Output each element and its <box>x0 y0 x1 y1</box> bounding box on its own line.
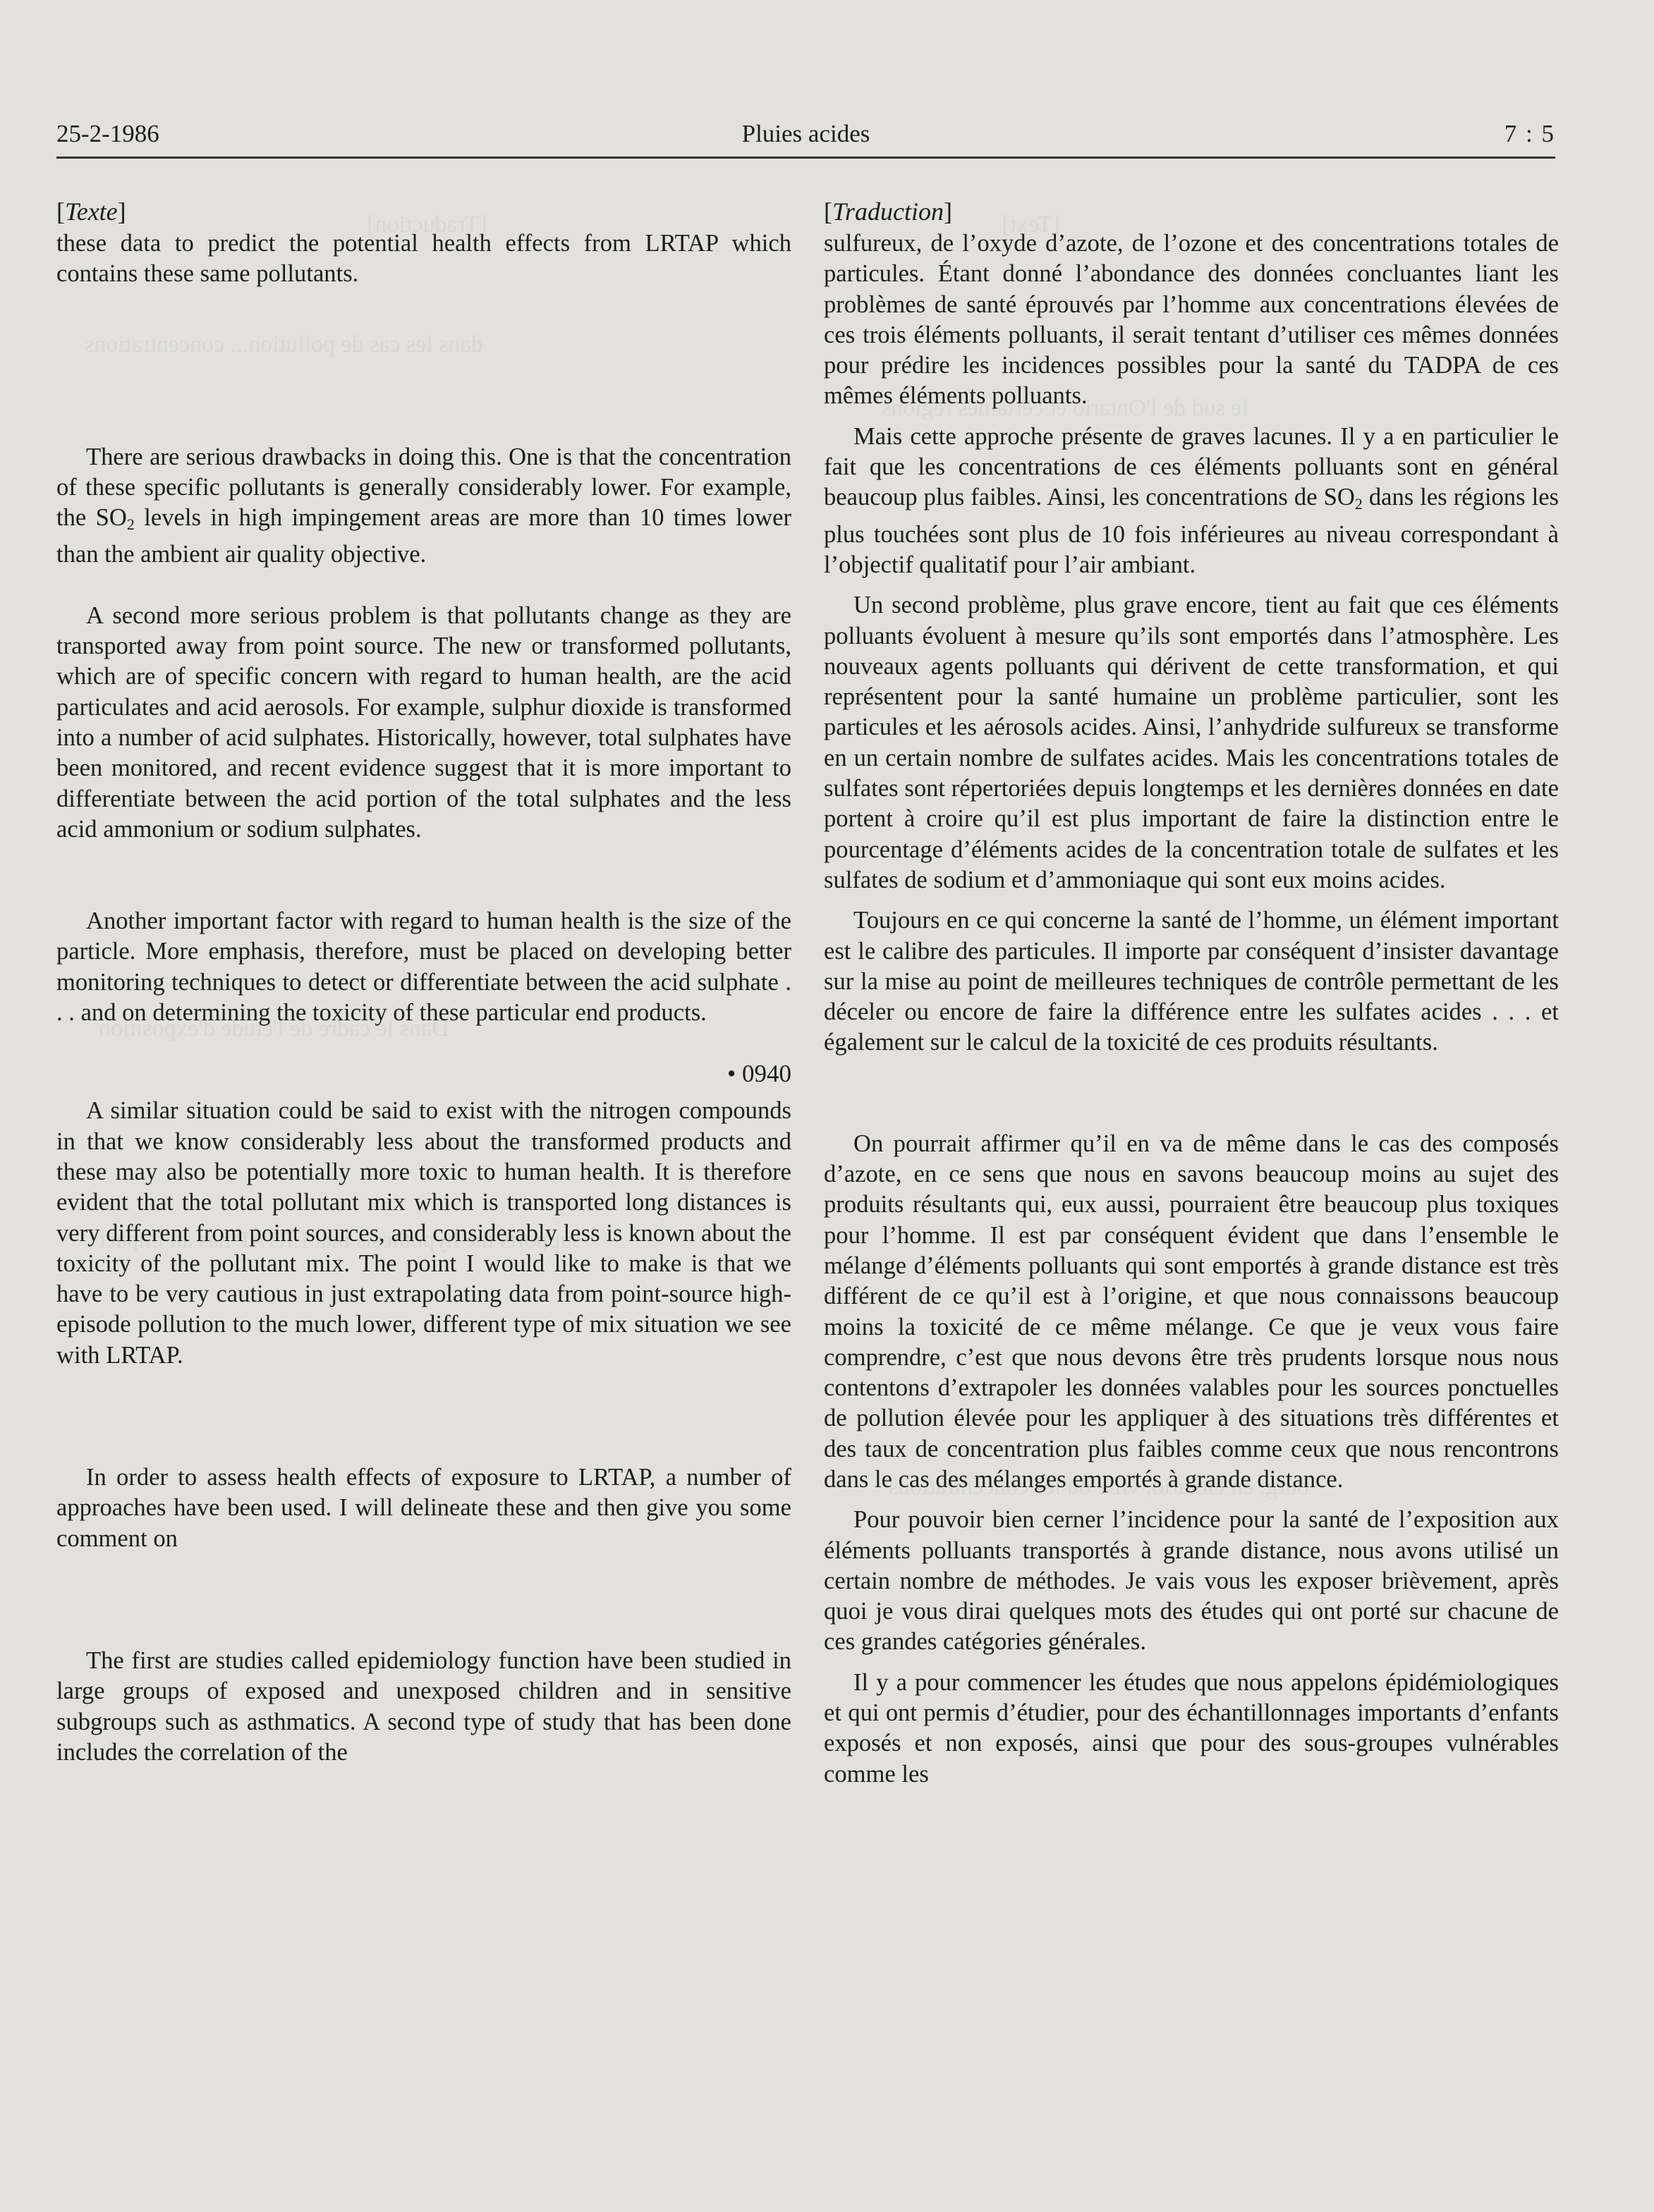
header-page-number: 7 : 5 <box>1504 120 1555 147</box>
paragraph: A second more serious problem is that pollutants change as they are transported away from point source. The new or transformed pollutants, which are of specific concern with regard to human health, are the acid particulates and acid aerosols. For example, sulphur dioxide is transformed into a number of acid sulphates. Historically, however, total sulphates have been monitored, and recent evidence suggest that it is more important to differentiate between the acid portion of the total sulphates and the less acid ammonium or sodium sulphates. <box>56 601 791 843</box>
header-date: 25-2-1986 <box>56 120 159 147</box>
right-column-french <box>824 196 1559 1790</box>
paragraph: Il y a pour commencer les études que nous appelons épidémiologiques et qui ont permis d’étudier, pour des échantillonnages importants d’enfants exposés et non exposés, ainsi que pour des sous-groupes vulnérables comme les <box>824 1668 1559 1788</box>
paragraph: Toujours en ce qui concerne la santé de l’homme, un élément important est le calibre des particules. Il importe par conséquent d’insister davantage sur la mise au point de meilleures techniques de contrôle permettant de les déceler ou encore de faire la différence entre les sulfates acides . . . et également sur le calcul de la toxicité de ces produits résultants. <box>824 907 1559 1056</box>
paragraph: Mais cette approche présente de graves lacunes. Il y a en particulier le fait que les concentrations de ces éléments polluants sont en général beaucoup plus faibles. Ainsi, les concentrations de SO2 dans les régions les plus touchées sont plus de 10 fois inférieures au niveau correspondant à l’objectif qualitatif pour l’air ambiant. <box>824 422 1559 578</box>
header-title: Pluies acides <box>741 120 870 147</box>
page-header <box>56 120 1555 162</box>
paragraph: The first are studies called epidemiology function have been studied in large groups of exposed and unexposed children and in sensitive subgroups such as asthmatics. A second type of study that has been done includes the correlation of the <box>56 1646 791 1766</box>
column-label-traduction: [Traduction] <box>824 197 953 226</box>
paragraph: There are serious drawbacks in doing this. One is that the concentration of these specific pollutants is generally considerably lower. For example, the SO2 levels in high impingement areas are more than 10 times lower than the ambient air quality objective. <box>56 443 791 568</box>
paragraph: sulfureux, de l’oxyde d’azote, de l’ozone et des concentrations totales de particules. Étant donné l’abondance des données concluantes liant les problèmes de santé éprouvés par l’homme aux concentrations élevées de ces trois éléments polluants, il serait tentant d’utiliser ces mêmes données pour prédire les incidences possibles pour la santé du TADPA de ces mêmes éléments polluants. <box>824 230 1559 410</box>
header-rule <box>56 157 1555 159</box>
column-label-texte: [Texte] <box>56 197 126 226</box>
paragraph: Another important factor with regard to human health is the size of the particle. More emphasis, therefore, must be placed on developing better monitoring techniques to detect or differentiate between the acid sulphate . . . and on determining the toxicity of these particular end products. <box>56 908 791 1027</box>
paragraph: On pourrait affirmer qu’il en va de même dans le cas des composés d’azote, en ce sens que nous en savons beaucoup moins au sujet des produits résultants qui, eux aussi, pourraient être beaucoup plus toxiques pour l’homme. Il est par conséquent évident que dans l’ensemble le mélange d’éléments polluants qui sont emportés à grande distance est très différent de ce qu’il est à l’origine, et que nous connaissons beaucoup moins la toxicité de ce même mélange. Ce que je veux vous faire comprendre, c’est que nous devons être très prudents lorsque nous nous contentons d’extrapoler les données valables pour les sources ponctuelles de pollution élevée pour les appliquer à des situations très différentes et des taux de concentration plus faibles comme ceux que nous rencontrons dans le cas des mélanges emportés à grande distance. <box>824 1130 1559 1493</box>
paragraph: Un second problème, plus grave encore, tient au fait que ces éléments polluants évoluent à mesure qu’ils sont emportés dans l’atmosphère. Les nouveaux agents polluants qui dérivent de cette transformation, et qui représentent pour la santé humaine un problème particulier, sont les particules et les aérosols acides. Ainsi, l’anhydride sulfureux se transforme en un certain nombre de sulfates acides. Mais les concentrations totales de sulfates sont répertoriées depuis longtemps et les dernières données en date portent à croire qu’il est plus important de faire la distinction entre le pourcentage d’éléments acides de la concentration totale de sulfates et les sulfates de sodium et d’ammoniaque qui sont eux moins acides. <box>824 592 1559 893</box>
paragraph: these data to predict the potential health effects from LRTAP which contains these same pollutants. <box>56 230 791 288</box>
paragraph: In order to assess health effects of exposure to LRTAP, a number of approaches have been used. I will delineate these and then give you some comment on <box>56 1464 791 1552</box>
paragraph: Pour pouvoir bien cerner l’incidence pour la santé de l’exposition aux éléments polluants transportés à grande distance, nous avons utilisé un certain nombre de méthodes. Je vais vous les exposer brièvement, après quoi je vous dirai quelques mots des études qui ont porté sur chacune de ces grandes catégories générales. <box>824 1506 1559 1656</box>
left-column-english <box>56 196 791 1768</box>
time-marker: • 0940 <box>726 1060 791 1088</box>
paragraph: A similar situation could be said to exist with the nitrogen compounds in that we know considerably less about the transformed products and these may also be potentially more toxic to human health. It is therefore evident that the total pollutant mix which is transported long distances is very different from point sources, and considerably less is known about the toxicity of the pollutant mix. The point I would like to make is that we have to be very cautious in just extrapolating data from point-source high-episode pollution to the much lower, different type of mix situation we see with LRTAP. <box>56 1097 791 1369</box>
